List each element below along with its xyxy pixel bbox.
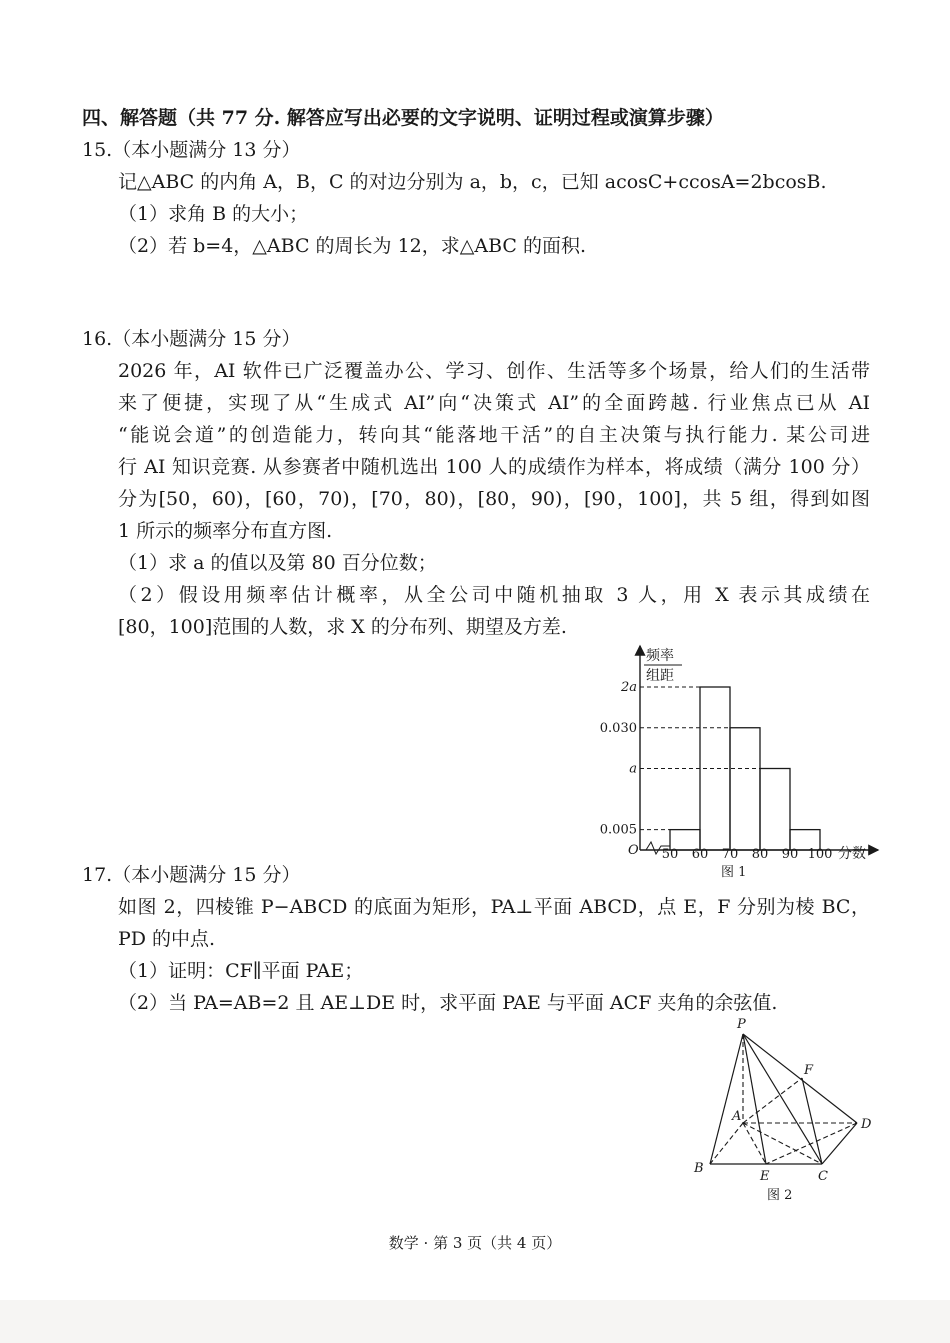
vertex-label-P: P (737, 1017, 746, 1032)
x-tick-label: 60 (691, 847, 709, 862)
q16-stem-line: “能说会道”的创造能力，转向其“能落地干活”的自主决策与执行能力. 某公司进 (118, 424, 870, 446)
y-tick-label: 0.005 (599, 822, 637, 838)
q16-part2-line2: [80，100]范围的人数，求 X 的分布列、期望及方差. (118, 616, 567, 638)
vertex-label-B: B (694, 1161, 704, 1176)
edge-PB (710, 1034, 743, 1164)
figure2-caption: 图 2 (767, 1188, 793, 1203)
segment-CF (802, 1078, 822, 1164)
q16-heading: 16.（本小题满分 15 分） (82, 328, 301, 350)
frequency-histogram (590, 640, 890, 882)
histogram-bar (760, 769, 790, 851)
section-header: 四、解答题（共 77 分. 解答应写出必要的文字说明、证明过程或演算步骤） (82, 107, 724, 129)
edge-CD (822, 1123, 857, 1164)
q17-part1: （1）证明：CF∥平面 PAE； (118, 960, 364, 982)
ylabel-top: 频率 (646, 648, 674, 664)
origin-label: O (628, 843, 639, 858)
vertex-label-F: F (804, 1063, 814, 1078)
y-tick-label: 0.030 (599, 720, 637, 736)
ylabel-bottom: 组距 (646, 668, 674, 684)
x-axis-label: 分数 (838, 846, 866, 862)
pyramid-figure (680, 1012, 880, 1204)
edge-PD (743, 1034, 857, 1123)
q16-part2-line1: （2）假设用频率估计概率，从全公司中随机抽取 3 人，用 X 表示其成绩在 (118, 584, 870, 606)
page-footer: 数学 · 第 3 页（共 4 页） (388, 1234, 562, 1252)
q16-stem-line: 2026 年，AI 软件已广泛覆盖办公、学习、创作、生活等多个场景，给人们的生活带 (118, 360, 870, 382)
x-tick-label: 90 (781, 847, 799, 862)
q17-heading: 17.（本小题满分 15 分） (82, 864, 301, 886)
x-tick-label: 80 (751, 847, 769, 862)
q16-stem-line: 分为[50，60)，[60，70)，[70，80)，[80，90)，[90，100]，共 5 组，得到如图 (118, 488, 870, 510)
y-tick-label: a (629, 761, 637, 777)
q15-part2: （2）若 b=4，△ABC 的周长为 12，求△ABC 的面积. (118, 235, 587, 257)
x-tick-label: 100 (807, 847, 833, 862)
vertex-label-D: D (861, 1117, 872, 1132)
segment-DE (766, 1123, 857, 1164)
q16-part1: （1）求 a 的值以及第 80 百分位数； (118, 552, 437, 574)
q15-stem: 记△ABC 的内角 A，B，C 的对边分别为 a，b，c，已知 acosC+ccosA=2bcosB. (118, 171, 827, 193)
q17-stem-line1: 如图 2，四棱锥 P−ABCD 的底面为矩形，PA⊥平面 ABCD，点 E，F 分别为棱 BC， (118, 896, 870, 918)
x-tick-label: 50 (661, 847, 679, 862)
q16-stem-line: 行 AI 知识竞赛. 从参赛者中随机选出 100 人的成绩作为样本，将成绩（满分 100 分） (118, 456, 870, 478)
bottom-margin (0, 1300, 950, 1343)
vertex-label-C: C (818, 1169, 828, 1184)
q15-heading: 15.（本小题满分 13 分） (82, 139, 301, 161)
figure1-caption: 图 1 (721, 865, 747, 880)
q17-part2: （2）当 PA=AB=2 且 AE⊥DE 时，求平面 PAE 与平面 ACF 夹角的余弦值. (118, 992, 778, 1014)
x-tick-label: 70 (721, 847, 739, 862)
histogram-bar (730, 728, 760, 850)
q15-part1: （1）求角 B 的大小； (118, 203, 309, 225)
q17-stem-line2: PD 的中点. (118, 928, 216, 950)
vertex-label-A: A (732, 1109, 742, 1124)
y-tick-label: 2a (620, 680, 637, 695)
vertex-label-E: E (760, 1169, 770, 1184)
q16-stem-line: 来了便捷，实现了从“生成式 AI”向“决策式 AI”的全面跨越. 行业焦点已从 AI (118, 392, 870, 414)
q16-stem-line: 1 所示的频率分布直方图. (118, 520, 333, 542)
